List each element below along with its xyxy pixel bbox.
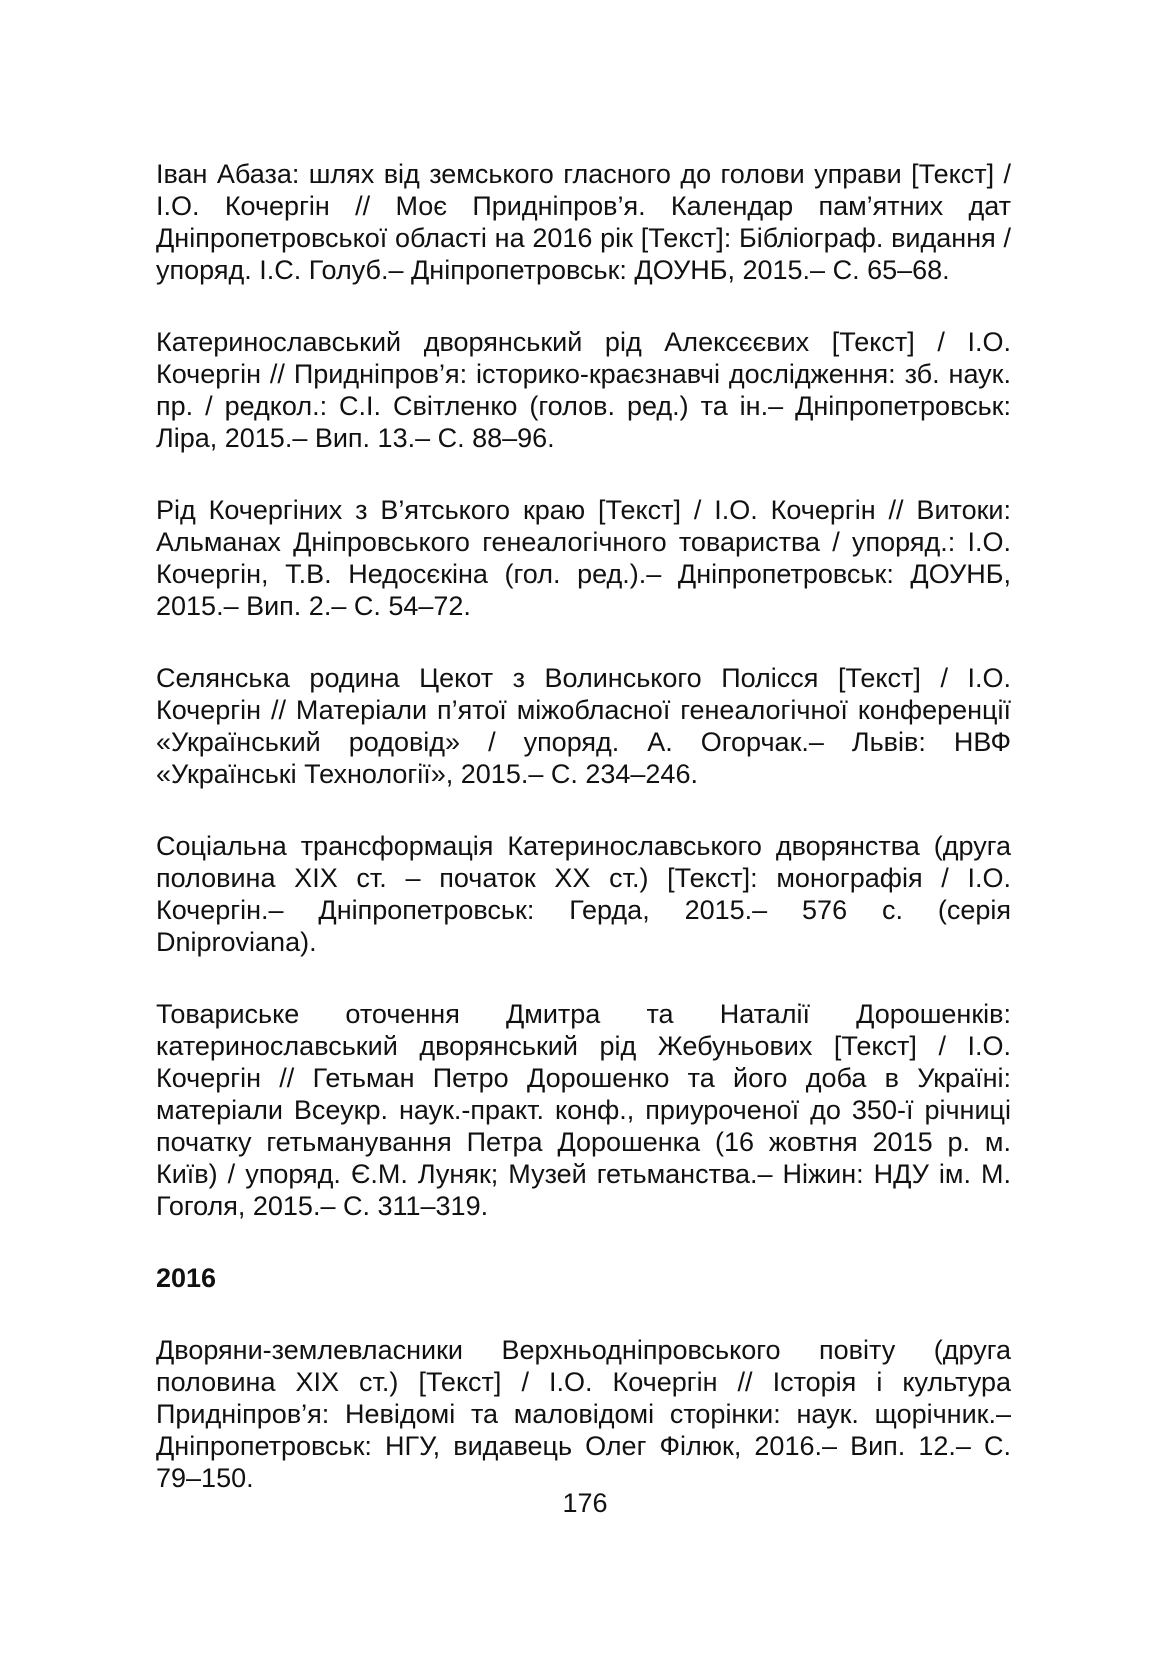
year-heading: 2016 bbox=[156, 1263, 217, 1293]
bibliography-entry: Селянська родина Цекот з Волинського Полісся [Текст] / І.О. Кочергін // Матеріали п’ятої міжобласної генеалогічної конференції «Український родовід» / упоряд. А. Огорчак.– Львів: НВФ «Українські Технології», 2015.– С. 234–246. bbox=[156, 663, 1011, 789]
bibliography-entry: Товариське оточення Дмитра та Наталії Дорошенків: катеринославський дворянський рід Жебуньових [Текст] / І.О. Кочергін // Гетьман Петро Дорошенко та його доба в Україні: матеріали Всеукр. наук.-практ. конф., приуроченої до 350-ї річниці початку гетьманування Петра Дорошенка (16 жовтня 2015 р. м. Київ) / упоряд. Є.М. Луняк; Музей гетьманства.– Ніжин: НДУ ім. М. Гоголя, 2015.– С. 311–319. bbox=[156, 999, 1011, 1221]
bibliography-entry: Іван Абаза: шлях від земського гласного до голови управи [Текст] / І.О. Кочергін // Моє Придніпров’я. Календар пам’ятних дат Дніпропетровської області на 2016 рік [Текст]: Бібліограф. видання / упоряд. І.С. Голуб.– Дніпропетровськ: ДОУНБ, 2015.– С. 65–68. bbox=[156, 159, 1011, 285]
bibliography-list bbox=[156, 158, 1011, 1534]
bibliography-entry: Дворяни-землевласники Верхньодніпровського повіту (друга половина ХІХ ст.) [Текст] / І.О. Кочергін // Історія і культура Придніпров’я: Невідомі та маловідомі сторінки: наук. щорічник.– Дніпропетровськ: НГУ, видавець Олег Філюк, 2016.– Вип. 12.– С. 79–150. bbox=[156, 1335, 1011, 1493]
bibliography-entry: Соціальна трансформація Катеринославського дворянства (друга половина ХІХ ст. – початок ХХ ст.) [Текст]: монографія / І.О. Кочергін.– Дніпропетровськ: Герда, 2015.– 576 с. (серія Dniproviana). bbox=[156, 831, 1011, 957]
bibliography-entry: Катеринославський дворянський рід Алексєєвих [Текст] / І.О. Кочергін // Придніпров’я: історико-краєзнавчі дослідження: зб. наук. пр. / редкол.: С.І. Світленко (голов. ред.) та ін.– Дніпропетровськ: Ліра, 2015.– Вип. 13.– С. 88–96. bbox=[156, 327, 1011, 453]
page-number: 176 bbox=[562, 1488, 608, 1518]
bibliography-entry: Рід Кочергіних з В’ятського краю [Текст] / І.О. Кочергін // Витоки: Альманах Дніпровського генеалогічного товариства / упоряд.: І.О. Кочергін, Т.В. Недосєкіна (гол. ред.).– Дніпропетровськ: ДОУНБ, 2015.– Вип. 2.– С. 54–72. bbox=[156, 495, 1011, 621]
